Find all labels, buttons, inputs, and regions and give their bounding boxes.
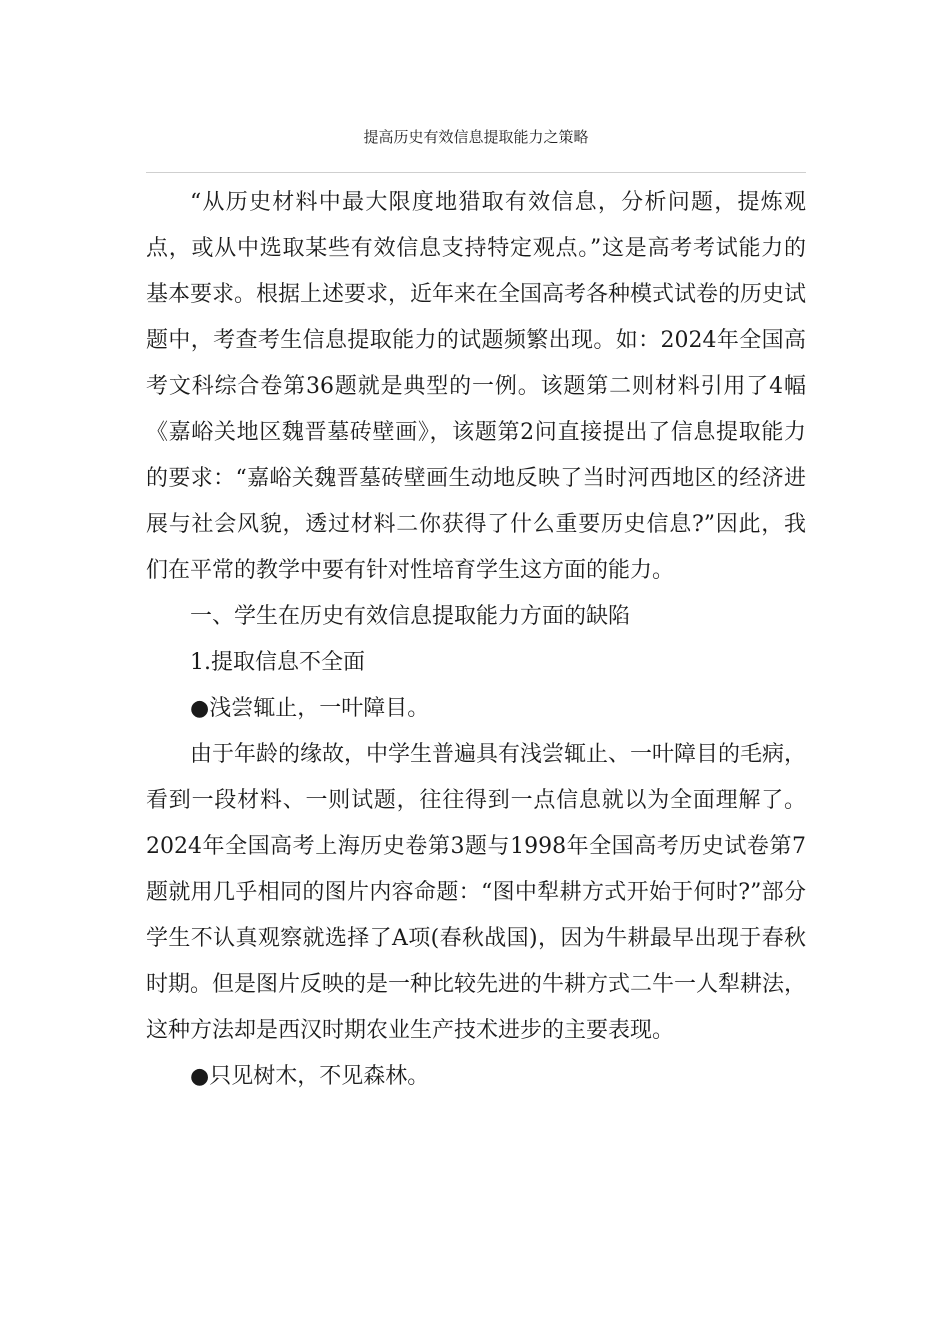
bullet-point: ●浅尝辄止，一叶障目。 bbox=[190, 696, 430, 721]
intro-paragraph: “从历史材料中最大限度地猎取有效信息，分析问题，提炼观点，或从中选取某些有效信息支持特定观点。”这是高考考试能力的基本要求。根据上述要求，近年来在全国高考各种模式试卷的历史试题中，考查考生信息提取能力的试题频繁出现。如：2024年全国高考文科综合卷第36题就是典型的一例。该题第二则材料引用了4幅《嘉峪关地区魏晋墓砖壁画》，该题第2问直接提出了信息提取能力的要求：“嘉峪关魏晋墓砖壁画生动地反映了当时河西地区的经济进展与社会风貌，透过材料二你获得了什么重要历史信息?”因此，我们在平常的教学中要有针对性培育学生这方面的能力。 bbox=[146, 190, 807, 583]
bullet-point: ●只见树木，不见森林。 bbox=[190, 1064, 430, 1089]
document-body bbox=[146, 180, 806, 1100]
subsection-heading: 1.提取信息不全面 bbox=[190, 650, 365, 675]
body-paragraph: 由于年龄的缘故，中学生普遍具有浅尝辄止、一叶障目的毛病，看到一段材料、一则试题，往往得到一点信息就以为全面理解了。2024年全国高考上海历史卷第3题与1998年全国高考历史试卷第7题就用几乎相同的图片内容命题：“图中犁耕方式开始于何时?”部分学生不认真观察就选择了A项(春秋战国)，因为牛耕最早出现于春秋时期。但是图片反映的是一种比较先进的牛耕方式二牛一人犁耕法，这种方法却是西汉时期农业生产技术进步的主要表现。 bbox=[146, 742, 807, 1043]
page-header-title: 提高历史有效信息提取能力之策略 bbox=[363, 128, 589, 146]
header-divider bbox=[146, 172, 806, 173]
section-heading: 一、学生在历史有效信息提取能力方面的缺陷 bbox=[190, 604, 631, 629]
